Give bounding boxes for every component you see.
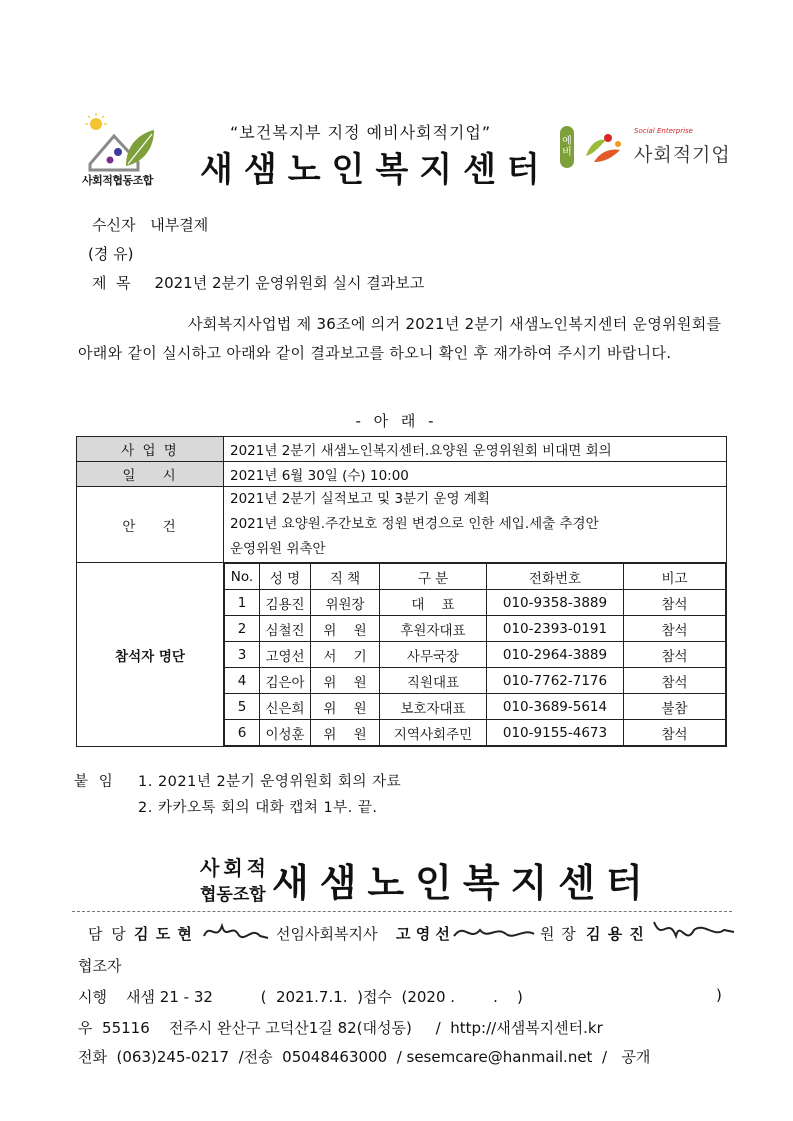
- subject-value: 2021년 2분기 운영위원회 실시 결과보고: [154, 274, 425, 292]
- attendee-category: 지역사회주민: [380, 720, 487, 746]
- attendee-row: [225, 720, 726, 746]
- sign1-name: 김 도 현: [134, 925, 193, 943]
- coop-caption: 사회적협동조합: [82, 174, 153, 187]
- attendee-no: 4: [225, 668, 260, 694]
- date-value: 2021년 6월 30일 (수) 10:00: [224, 462, 727, 487]
- attendee-note: 참석: [624, 668, 726, 694]
- cooperator-label: 협조자: [78, 957, 122, 975]
- attendee-name: 고영선: [260, 642, 311, 668]
- attendee-position: 위 원: [311, 694, 380, 720]
- attachment-item: 1. 2021년 2분기 운영위원회 회의 자료: [138, 774, 402, 790]
- address-line: 우 55116 전주시 완산구 고덕산1길 82(대성동) / http://새샘복지센터.kr: [78, 1019, 603, 1037]
- attendee-name: 이성훈: [260, 720, 311, 746]
- col-header-position: 직 책: [311, 564, 380, 590]
- project-label: 사 업 명: [77, 437, 224, 462]
- via-label: (경 유): [88, 245, 134, 263]
- attendee-category: 사무국장: [380, 642, 487, 668]
- attachment-item: 2. 카카오톡 회의 대화 캡쳐 1부. 끝.: [138, 800, 378, 816]
- attendees-table: [224, 563, 726, 746]
- attendee-name: 김은아: [260, 668, 311, 694]
- date-label: 일 시: [77, 462, 224, 487]
- sign3-role: 원 장: [540, 925, 577, 943]
- slogan: “보건복지부 지정 예비사회적기업”: [230, 123, 492, 142]
- attendee-phone: 010-9155-4673: [487, 720, 624, 746]
- attendee-name: 김용진: [260, 590, 311, 616]
- below-marker: - 아 래 -: [355, 412, 438, 430]
- attendee-position: 위원장: [311, 590, 380, 616]
- attendee-phone: 010-2964-3889: [487, 642, 624, 668]
- attendee-phone: 010-3689-5614: [487, 694, 624, 720]
- attendee-category: 보호자대표: [380, 694, 487, 720]
- signature-go-youngseon: [450, 918, 536, 946]
- attendee-note: 불참: [624, 694, 726, 720]
- agenda-label: 안 건: [77, 487, 224, 563]
- attendee-phone: 010-7762-7176: [487, 668, 624, 694]
- attendee-position: 서 기: [311, 642, 380, 668]
- divider: [72, 911, 732, 912]
- attendee-name: 심철진: [260, 616, 311, 642]
- sign1-role: 담 당: [88, 925, 128, 943]
- attendee-name: 신은희: [260, 694, 311, 720]
- attendee-category: 대 표: [380, 590, 487, 616]
- col-header-category: 구 분: [380, 564, 487, 590]
- attendee-row: [225, 694, 726, 720]
- attendee-no: 5: [225, 694, 260, 720]
- project-value: 2021년 2분기 새샘노인복지센터.요양원 운영위원회 비대면 회의: [224, 437, 727, 462]
- enforcement-line: 시행 새샘 21 - 32 ( 2021.7.1. )접수 (2020 . . ): [78, 988, 523, 1006]
- subject-label: 제 목: [92, 274, 131, 292]
- body-text: 사회복지사업법 제 36조에 의거 2021년 2분기 새샘노인복지센터 운영위원회를 아래와 같이 실시하고 아래와 같이 결과보고를 하오니 확인 후 재가하여 주시기 바랍니다.: [78, 315, 722, 362]
- agenda-item: 운영위원 위촉안: [230, 541, 326, 557]
- attendee-row: [225, 590, 726, 616]
- attendee-position: 위 원: [311, 616, 380, 642]
- attendee-row: [225, 642, 726, 668]
- footer-org-small-1: 사회적: [200, 856, 270, 880]
- se-label: 사회적기업: [634, 144, 731, 166]
- signature-kim-yongjin: [648, 912, 738, 952]
- agenda-item: 2021년 2분기 실적보고 및 3분기 운영 계획: [230, 491, 490, 507]
- meeting-table: [76, 436, 727, 747]
- contact-line: 전화 (063)245-0217 /전송 05048463000 / sesemcare@hanmail.net / 공개: [78, 1048, 651, 1066]
- recipient-row: [92, 214, 208, 235]
- col-header-no: No.: [225, 564, 260, 590]
- attendee-phone: 010-2393-0191: [487, 616, 624, 642]
- col-header-note: 비고: [624, 564, 726, 590]
- attendees-label: 참석자 명단: [77, 563, 224, 747]
- agenda-item: 2021년 요양원.주간보호 정원 변경으로 인한 세입.세출 추경안: [230, 516, 599, 532]
- attendee-row: [225, 668, 726, 694]
- attendee-row: [225, 616, 726, 642]
- sign3-name: 김 용 진: [586, 925, 645, 943]
- agenda-cell: [224, 487, 727, 563]
- sign2-role: 선임사회복지사: [276, 925, 378, 943]
- attendee-note: 참석: [624, 642, 726, 668]
- footer-org-name: 새샘노인복지센터: [272, 861, 654, 905]
- enforcement-close: ): [716, 986, 722, 1004]
- attendee-position: 위 원: [311, 720, 380, 746]
- se-badge: 예비: [562, 136, 572, 158]
- attendee-category: 직원대표: [380, 668, 487, 694]
- se-small-text: Social Enterprise: [634, 127, 693, 135]
- attendee-no: 1: [225, 590, 260, 616]
- org-title: 새샘노인복지센터: [200, 150, 551, 190]
- attendee-note: 참석: [624, 616, 726, 642]
- recipient-label: 수신자: [92, 216, 136, 234]
- col-header-phone: 전화번호: [487, 564, 624, 590]
- attendee-position: 위 원: [311, 668, 380, 694]
- attendee-category: 후원자대표: [380, 616, 487, 642]
- attendees-cell: [224, 563, 727, 747]
- attachments-label: 붙 임: [74, 774, 114, 790]
- attendee-note: 참석: [624, 590, 726, 616]
- footer-org-small-2: 협동조합: [200, 885, 266, 905]
- attendee-phone: 010-9358-3889: [487, 590, 624, 616]
- recipient-value: 내부결제: [150, 216, 209, 234]
- attendee-no: 2: [225, 616, 260, 642]
- attendee-note: 참석: [624, 720, 726, 746]
- attendee-no: 3: [225, 642, 260, 668]
- col-header-name: 성 명: [260, 564, 311, 590]
- subject-row: [92, 272, 424, 293]
- signature-kim-dohyeon: [200, 916, 272, 948]
- sign2-name: 고 영 선: [396, 925, 450, 943]
- attendee-no: 6: [225, 720, 260, 746]
